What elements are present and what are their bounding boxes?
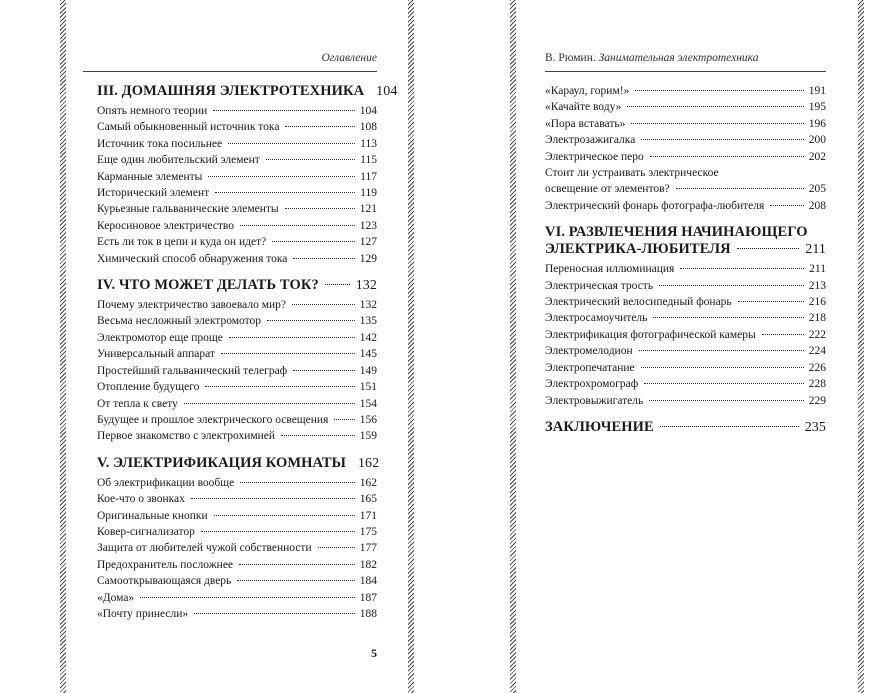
entry-title: Карманные элементы — [97, 170, 203, 183]
page-edge-right — [858, 0, 864, 693]
entry-title: Электрохромограф — [545, 378, 639, 391]
toc-entry[interactable] — [545, 198, 826, 214]
entry-title: Отопление будущего — [97, 381, 200, 394]
leader-dots — [237, 580, 354, 581]
leader-dots — [738, 301, 804, 302]
toc-entry[interactable] — [545, 360, 826, 376]
entry-page: 154 — [359, 397, 377, 410]
toc-entry[interactable] — [545, 393, 826, 409]
entry-page: 202 — [808, 150, 826, 163]
entry-page: 182 — [359, 558, 377, 571]
entry-title-line1: Стоит ли устраивать электрическое — [545, 167, 719, 180]
leader-dots — [649, 400, 803, 401]
toc-entry[interactable] — [97, 152, 377, 168]
leader-dots — [239, 564, 355, 565]
leader-dots — [659, 285, 804, 286]
leader-dots — [228, 143, 355, 144]
entry-title: Защита от любителей чужой собственности — [97, 542, 312, 555]
entry-page: 121 — [359, 203, 377, 216]
page-edge-center-left — [408, 0, 414, 693]
leader-dots — [325, 284, 350, 285]
toc-entry[interactable] — [545, 165, 826, 198]
toc-entry[interactable] — [97, 606, 377, 622]
entry-title: «Пора вставать» — [545, 117, 626, 130]
right-page — [516, 0, 858, 693]
section-title-text: ЗАКЛЮЧЕНИЕ — [545, 418, 654, 435]
toc-entry[interactable] — [97, 475, 377, 491]
entry-title: Самый обыкновенный источник тока — [97, 121, 280, 134]
running-head-author: В. Рюмин. — [545, 52, 596, 64]
toc-section-conclusion — [545, 419, 826, 436]
leader-dots — [266, 159, 355, 160]
entry-page: 149 — [359, 364, 377, 377]
toc-entry[interactable] — [97, 201, 377, 217]
entry-title: Первое знакомство с электрохимией — [97, 430, 276, 443]
section-title-text: IV. ЧТО МОЖЕТ ДЕЛАТЬ ТОК? — [97, 277, 319, 294]
section-page: 162 — [357, 455, 380, 471]
leader-dots — [318, 547, 355, 548]
toc-entry[interactable] — [97, 136, 377, 152]
entry-page: 196 — [808, 117, 826, 130]
leader-dots — [770, 205, 803, 206]
entry-title-line2: освещение от элементов? — [545, 183, 670, 196]
entry-title: Химический способ обнаружения тока — [97, 252, 288, 265]
toc-entry[interactable] — [97, 590, 377, 606]
leader-dots — [272, 241, 355, 242]
leader-dots — [281, 435, 355, 436]
toc-entry[interactable] — [97, 251, 377, 267]
leader-dots — [208, 176, 355, 177]
entry-page: 205 — [808, 183, 826, 196]
toc-entry[interactable] — [97, 169, 377, 185]
entry-title: Самооткрывающаяся дверь — [97, 575, 232, 588]
entry-page: 129 — [359, 252, 377, 265]
entry-page: 191 — [808, 85, 826, 97]
leader-dots — [635, 90, 803, 91]
entry-title: «Дома» — [97, 591, 135, 604]
entry-page: 175 — [359, 525, 377, 538]
entry-title: Предохранитель посложнее — [97, 558, 234, 571]
toc-entry[interactable] — [97, 491, 377, 507]
leader-dots — [205, 386, 354, 387]
toc-entry[interactable] — [97, 119, 377, 135]
toc-section-v — [97, 454, 380, 623]
toc-entry[interactable] — [97, 508, 377, 524]
entry-page: 226 — [808, 361, 826, 374]
toc-entry[interactable] — [97, 218, 377, 234]
entry-title: От тепла к свету — [97, 397, 178, 410]
leader-dots — [644, 383, 804, 384]
entry-page: 171 — [359, 509, 377, 522]
entry-page: 123 — [359, 219, 377, 232]
toc-entry[interactable] — [97, 330, 377, 346]
entry-page: 132 — [359, 299, 377, 312]
toc-entry[interactable] — [545, 132, 826, 148]
entry-page: 159 — [359, 430, 377, 443]
toc-entry[interactable] — [545, 278, 826, 294]
toc-entry[interactable] — [545, 310, 826, 326]
leader-dots — [650, 156, 804, 157]
leader-dots — [240, 225, 355, 226]
entry-title: Будущее и прошлое электрического освещения — [97, 413, 329, 426]
leader-dots — [184, 403, 355, 404]
leader-dots — [285, 208, 355, 209]
entry-page: 177 — [359, 542, 377, 555]
toc-entry[interactable] — [97, 379, 377, 395]
entry-page: 135 — [359, 315, 377, 328]
toc-entry[interactable] — [545, 261, 826, 277]
leader-dots — [737, 248, 799, 249]
toc-entry[interactable] — [97, 103, 377, 119]
entry-page: 104 — [359, 105, 377, 117]
running-head: Оглавление — [321, 52, 377, 64]
toc-entry[interactable] — [97, 313, 377, 329]
leader-dots — [762, 334, 804, 335]
entry-page: 184 — [359, 575, 377, 588]
leader-dots — [191, 498, 355, 499]
toc-section-iv — [97, 277, 377, 445]
section-title-text: V. ЭЛЕКТРИФИКАЦИЯ КОМНАТЫ — [97, 454, 346, 471]
toc-entry[interactable] — [97, 540, 377, 556]
leader-dots — [213, 110, 354, 111]
entry-page: 142 — [359, 331, 377, 344]
entry-title: Есть ли ток в цепи и куда он идет? — [97, 236, 267, 249]
entry-title: Электрический велосипедный фонарь — [545, 296, 732, 309]
entry-page: 200 — [808, 134, 826, 147]
leader-dots — [285, 126, 354, 127]
entry-title: Электропечатание — [545, 361, 635, 374]
section-title[interactable] — [97, 83, 398, 100]
toc-entry[interactable] — [97, 573, 377, 589]
entry-title: «Качайте воду» — [545, 101, 622, 114]
leader-dots — [201, 531, 355, 532]
entry-page: 108 — [359, 121, 377, 134]
entry-page: 213 — [808, 279, 826, 292]
toc-left — [97, 83, 398, 632]
toc-entry[interactable] — [97, 412, 377, 428]
entry-page: 156 — [359, 413, 377, 426]
entry-title: Электрификация фотографической камеры — [545, 328, 756, 341]
toc-entry[interactable] — [545, 99, 826, 115]
toc-entry[interactable] — [545, 376, 826, 392]
leader-dots — [240, 482, 355, 483]
toc-entry[interactable] — [97, 346, 377, 362]
toc-entry[interactable] — [97, 396, 377, 412]
running-head — [545, 52, 759, 64]
entry-title: Электросамоучитель — [545, 312, 648, 325]
leader-dots — [267, 320, 355, 321]
toc-entry[interactable] — [97, 557, 377, 573]
page-number: 5 — [371, 646, 377, 660]
entry-page: 187 — [359, 591, 377, 604]
section-title[interactable] — [545, 419, 826, 436]
toc-entry[interactable] — [545, 83, 826, 99]
entry-page: 162 — [359, 476, 377, 489]
entry-title: «Почту принесли» — [97, 607, 189, 620]
entry-page: 119 — [360, 187, 377, 200]
toc-section-iii — [97, 83, 398, 267]
entry-page: 115 — [360, 154, 377, 167]
leader-dots — [680, 268, 804, 269]
leader-dots — [221, 353, 355, 354]
toc-entry[interactable] — [545, 327, 826, 343]
entry-title: Весьма несложный электромотор — [97, 315, 261, 328]
entry-page: 145 — [359, 348, 377, 361]
leader-dots — [334, 419, 354, 420]
entry-title: Электромелодион — [545, 345, 633, 358]
entry-page: 218 — [808, 312, 826, 325]
header-rule — [545, 71, 826, 72]
entry-title: «Караул, горим!» — [545, 85, 630, 97]
entry-title: Электрозажигалка — [545, 134, 636, 147]
entry-title: Универсальный аппарат — [97, 348, 215, 361]
toc-section-v-continued — [545, 83, 826, 214]
leader-dots — [631, 123, 803, 124]
entry-title: Об электрификации вообще — [97, 476, 235, 489]
entry-page: 151 — [359, 381, 377, 394]
entry-title: Керосиновое электричество — [97, 219, 234, 232]
entry-page: 228 — [808, 378, 826, 391]
toc-entry[interactable] — [545, 343, 826, 359]
running-head-title: Занимательная электротехника — [598, 52, 759, 64]
leader-dots — [293, 258, 354, 259]
toc-entry[interactable] — [97, 524, 377, 540]
left-page — [66, 0, 408, 693]
section-title-text-line2: ЭЛЕКТРИКА-ЛЮБИТЕЛЯ — [545, 241, 731, 258]
section-title-text-line1: VI. РАЗВЛЕЧЕНИЯ НАЧИНАЮЩЕГО — [545, 224, 808, 241]
entry-page: 208 — [808, 199, 826, 212]
entry-page: 165 — [359, 493, 377, 506]
leader-dots — [215, 192, 355, 193]
toc-entry[interactable] — [97, 234, 377, 250]
section-page: 211 — [805, 242, 826, 258]
entry-page: 113 — [360, 137, 377, 150]
entry-page: 127 — [359, 236, 377, 249]
leader-dots — [653, 317, 803, 318]
entry-title: Кое-что о звонках — [97, 493, 185, 506]
leader-dots — [140, 597, 355, 598]
entry-title: Электровыжигатель — [545, 394, 644, 407]
section-page: 132 — [355, 278, 377, 294]
leader-dots — [293, 370, 355, 371]
entry-page: 216 — [808, 296, 826, 309]
toc-entry[interactable] — [545, 294, 826, 310]
leader-dots — [627, 106, 803, 107]
entry-page: 224 — [808, 345, 826, 358]
entry-title: Переносная иллюминация — [545, 263, 675, 276]
toc-entry[interactable] — [97, 428, 377, 444]
leader-dots — [229, 337, 355, 338]
leader-dots — [639, 350, 804, 351]
toc-entry[interactable] — [97, 363, 377, 379]
leader-dots — [194, 613, 355, 614]
section-title[interactable] — [545, 224, 826, 258]
section-title[interactable] — [97, 277, 377, 294]
entry-title: Еще один любительский элемент — [97, 154, 260, 167]
leader-dots — [676, 188, 804, 189]
entry-title: Простейший гальванический телеграф — [97, 364, 288, 377]
entry-page: 195 — [808, 101, 826, 114]
header-rule — [83, 71, 377, 72]
entry-page: 188 — [359, 607, 377, 620]
entry-title: Почему электричество завоевало мир? — [97, 299, 287, 312]
entry-title: Опять немного теории — [97, 105, 208, 117]
toc-entry[interactable] — [545, 149, 826, 165]
entry-title: Источник тока посильнее — [97, 137, 223, 150]
toc-entry[interactable] — [545, 116, 826, 132]
entry-page: 229 — [808, 394, 826, 407]
leader-dots — [660, 426, 799, 427]
toc-entry[interactable] — [97, 297, 377, 313]
entry-title: Оригинальные кнопки — [97, 509, 208, 522]
leader-dots — [641, 367, 804, 368]
entry-title: Исторический элемент — [97, 187, 210, 200]
toc-entry[interactable] — [97, 185, 377, 201]
section-page: 104 — [376, 84, 398, 99]
entry-title: Курьезные гальванические элементы — [97, 203, 279, 216]
entry-title: Электрический фонарь фотографа-любителя — [545, 199, 765, 212]
section-title[interactable] — [97, 454, 380, 472]
entry-title: Электрическая трость — [545, 279, 654, 292]
entry-page: 211 — [809, 263, 826, 276]
entry-title: Электромотор еще проще — [97, 331, 223, 344]
section-title-text: III. ДОМАШНЯЯ ЭЛЕКТРОТЕХНИКА — [97, 83, 365, 99]
entry-page: 222 — [808, 328, 826, 341]
toc-section-vi — [545, 224, 826, 409]
leader-dots — [641, 139, 803, 140]
section-page: 235 — [804, 419, 826, 435]
leader-dots — [214, 515, 355, 516]
toc-right — [545, 83, 826, 446]
leader-dots — [292, 304, 355, 305]
entry-page: 117 — [360, 170, 377, 183]
entry-title: Электрическое перо — [545, 150, 644, 163]
entry-title: Ковер-сигнализатор — [97, 525, 195, 538]
